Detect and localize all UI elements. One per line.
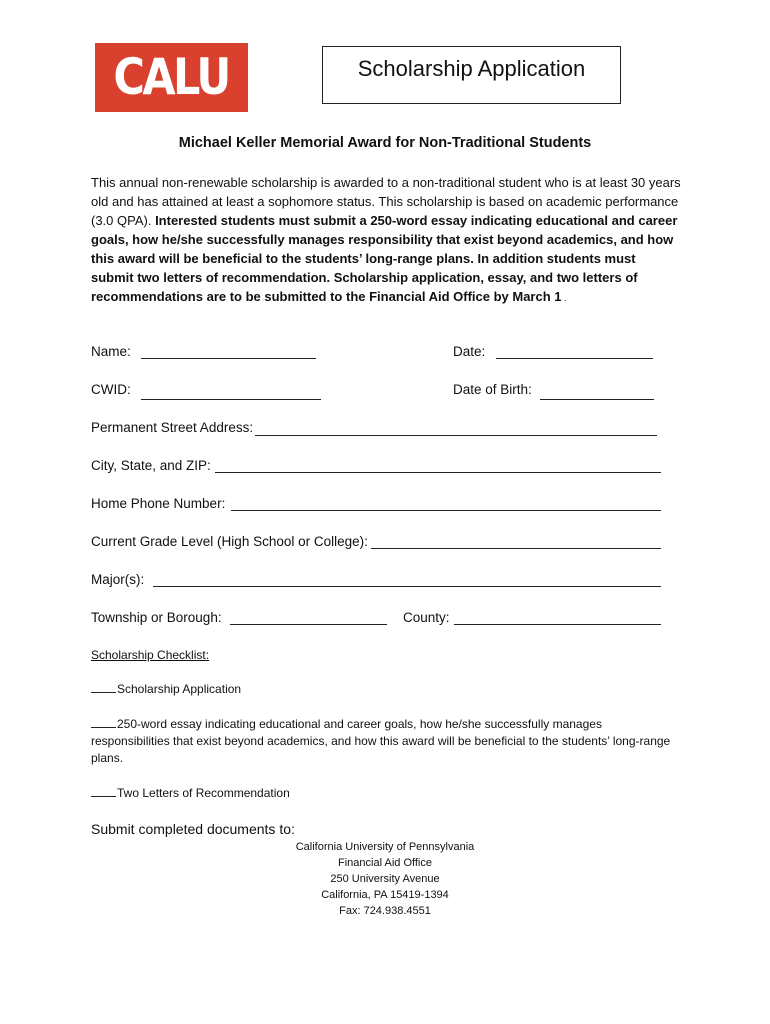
check-blank[interactable]	[91, 692, 116, 693]
address-line: California University of Pennsylvania	[295, 841, 475, 853]
check-blank[interactable]	[91, 727, 116, 728]
calu-logo	[95, 43, 248, 112]
intro-requirements-text: Interested students must submit a 250-word essay indicating educational and career goals, how he/she successfully manages responsibility that exist beyond academics, and how this award will be beneficial to the students’ long-range plans. In addition students must submit two letters of recommendation. Scholarship application, essay, and two letters of recommendations are to be submitted to the Financial Aid Office by March 1	[91, 213, 678, 304]
intro-plain-text: This annual non-renewable scholarship is awarded to a non-traditional student who is at least 30 years old and has attained at least a sophomore status. This scholarship is based on academic performance (3.0 QPA).	[91, 175, 681, 228]
home-phone-field[interactable]	[231, 510, 661, 511]
address-line: 250 University Avenue	[330, 873, 440, 885]
major-field[interactable]	[153, 586, 661, 587]
cwid-label: CWID:	[91, 382, 131, 397]
fax-line: Fax: 724.938.4551	[339, 905, 431, 917]
township-label: Township or Borough:	[91, 610, 222, 625]
street-address-field[interactable]	[255, 435, 657, 436]
dob-field[interactable]	[540, 399, 654, 400]
city-state-zip-field[interactable]	[215, 472, 661, 473]
date-label: Date:	[453, 344, 486, 359]
checklist-item	[91, 785, 691, 802]
name-label: Name:	[91, 344, 131, 359]
date-field[interactable]	[496, 358, 653, 359]
submit-label: Submit completed documents to:	[91, 821, 295, 837]
form-title: Scholarship Application	[322, 46, 621, 104]
cwid-field[interactable]	[141, 399, 321, 400]
grade-level-field[interactable]	[371, 548, 661, 549]
home-phone-label: Home Phone Number:	[91, 496, 226, 511]
intro-paragraph	[91, 173, 681, 308]
major-label: Major(s):	[91, 572, 145, 587]
street-address-label: Permanent Street Address:	[91, 420, 254, 435]
checklist-title: Scholarship Checklist:	[91, 648, 210, 662]
dob-label: Date of Birth:	[453, 382, 532, 397]
county-field[interactable]	[454, 624, 661, 625]
checklist-item	[91, 716, 676, 767]
grade-level-label: Current Grade Level (High School or College):	[91, 534, 368, 549]
checklist-item-text: Scholarship Application	[117, 682, 242, 696]
checklist-item-text: Two Letters of Recommendation	[117, 786, 290, 800]
intro-trailing: .	[561, 293, 567, 303]
checklist-item-text: 250-word essay indicating educational and career goals, how he/she successfully manages responsibilities that exist beyond academics, and how this award will be beneficial to the students’ long-range plans.	[91, 717, 671, 765]
checklist-item	[91, 681, 691, 698]
township-field[interactable]	[230, 624, 387, 625]
logo-text: CALU	[113, 48, 230, 106]
address-line: Financial Aid Office	[338, 857, 432, 869]
city-state-zip-label: City, State, and ZIP:	[91, 458, 211, 473]
name-field[interactable]	[141, 358, 316, 359]
county-label: County:	[403, 610, 450, 625]
award-heading: Michael Keller Memorial Award for Non-Traditional Students	[178, 135, 592, 151]
check-blank[interactable]	[91, 796, 116, 797]
address-line: California, PA 15419-1394	[321, 889, 449, 901]
